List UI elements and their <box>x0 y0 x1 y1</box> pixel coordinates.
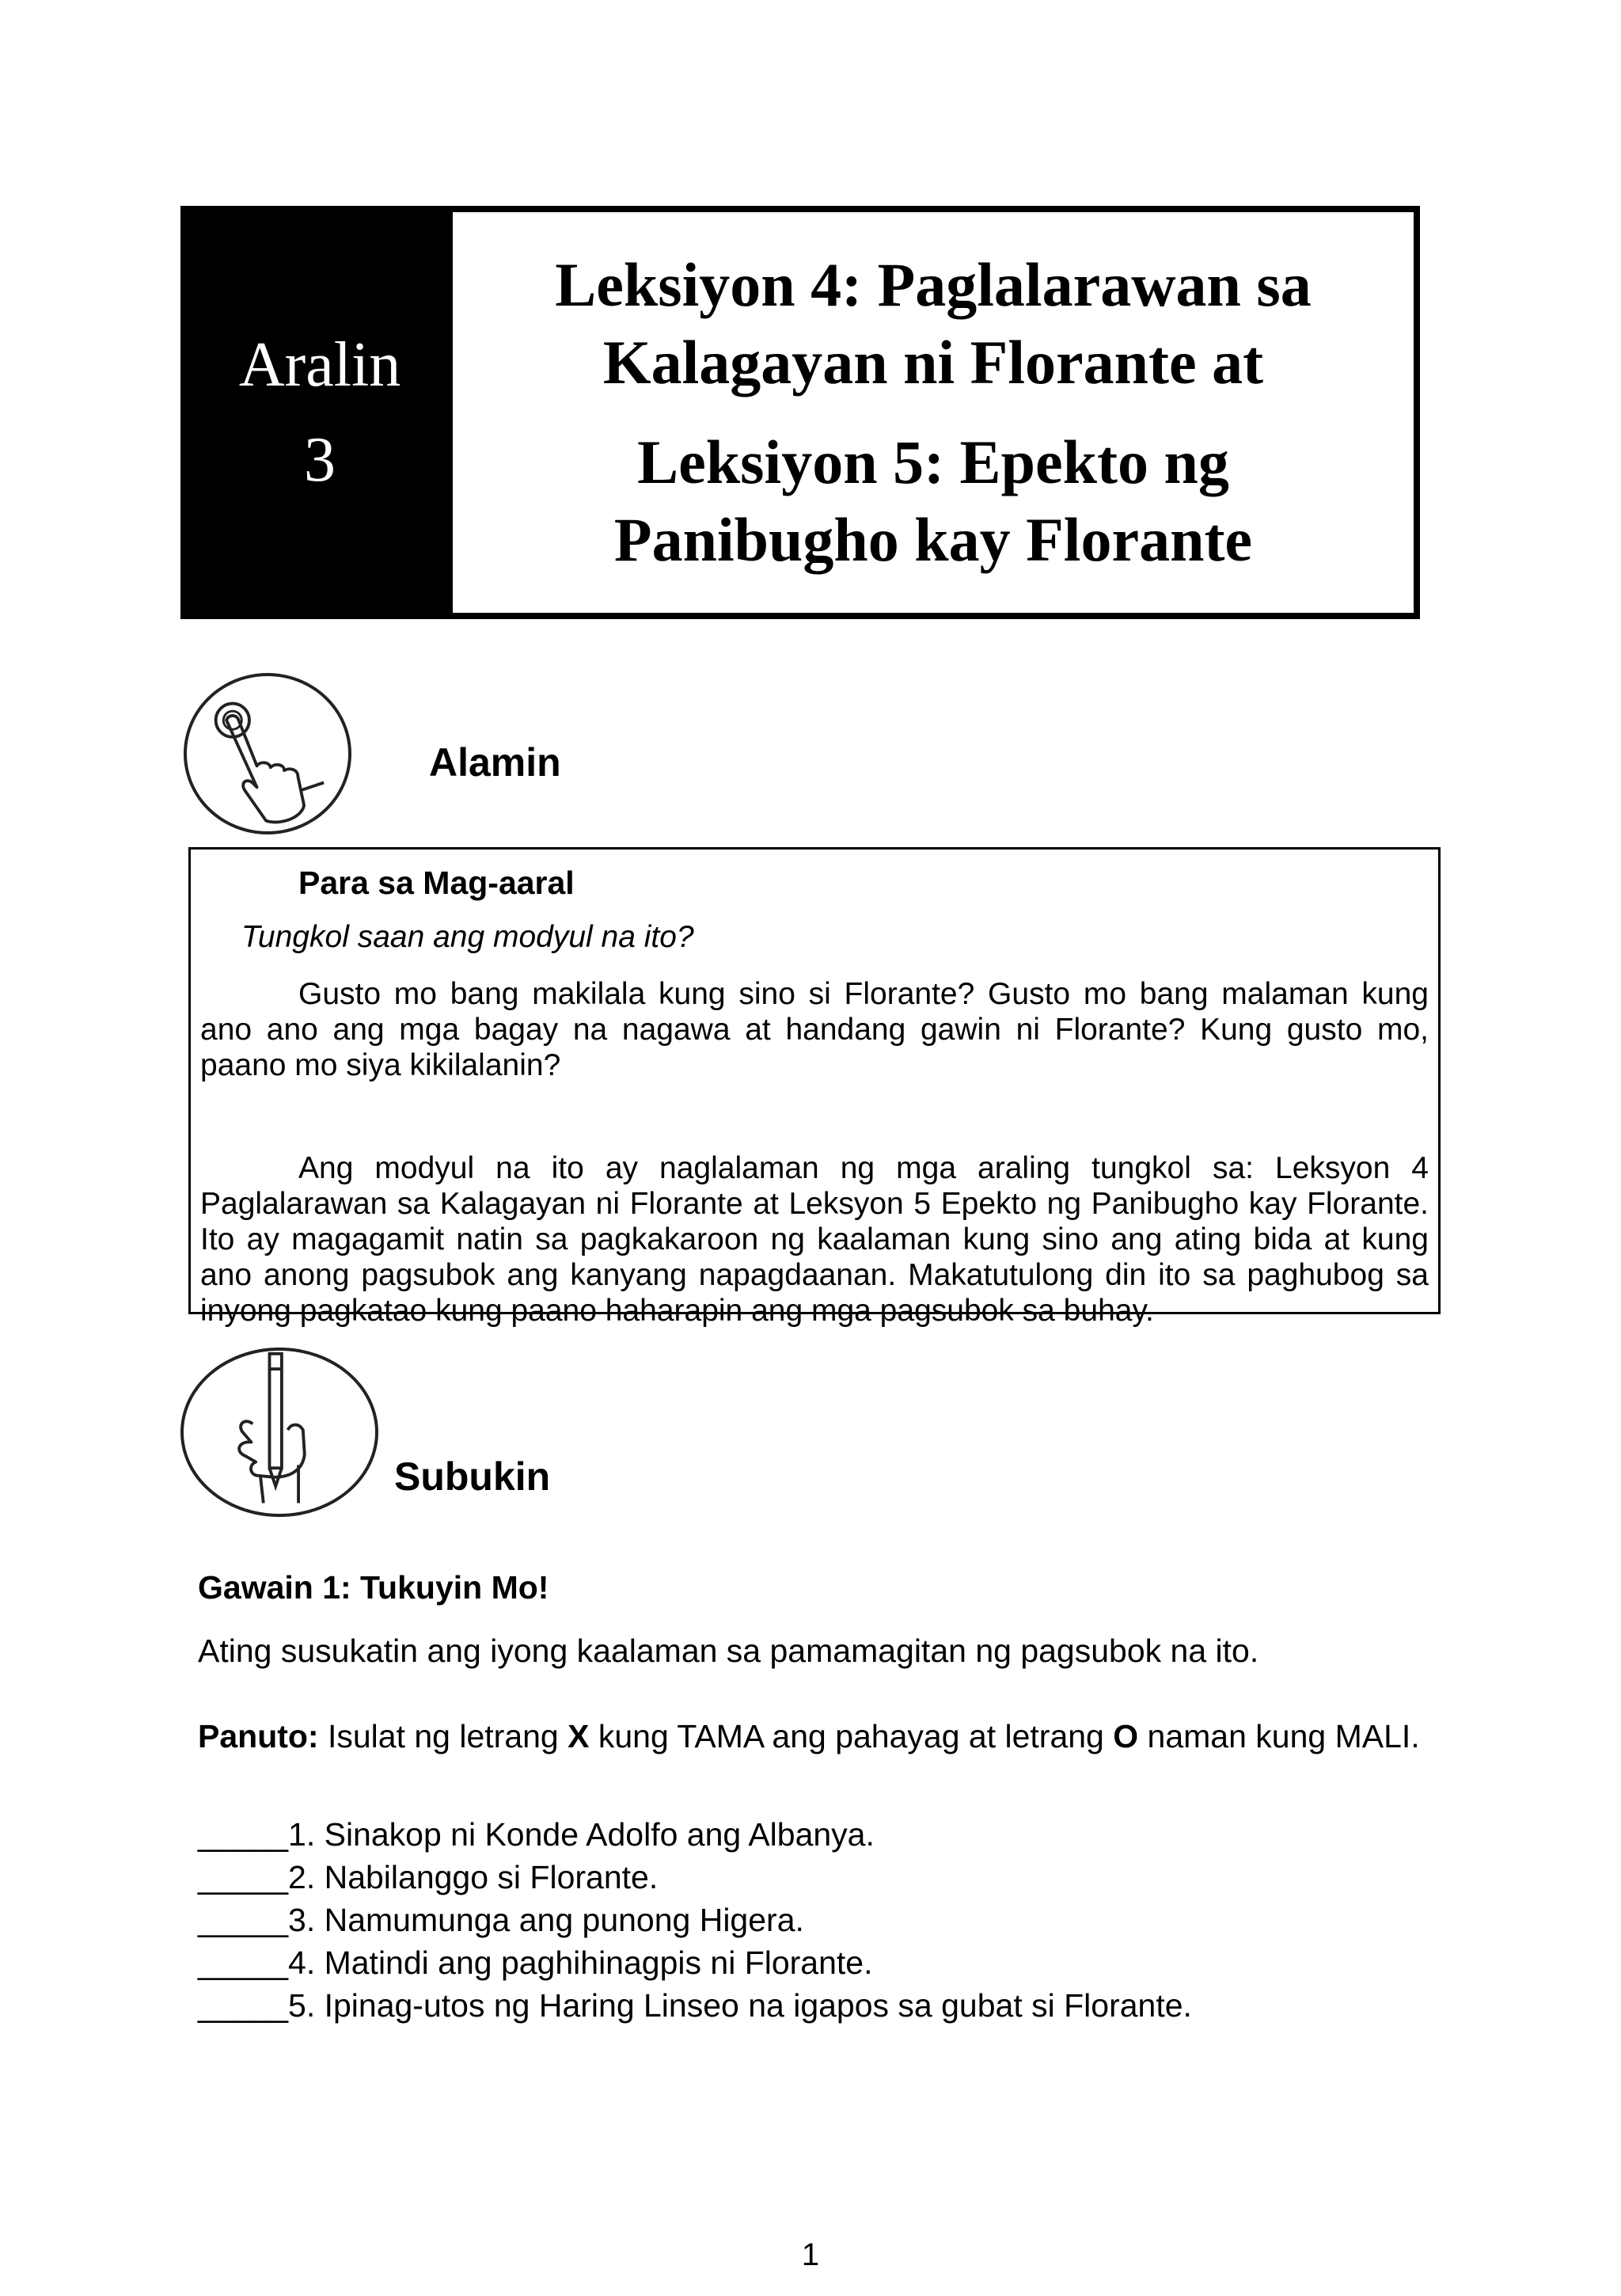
aralin-number: 3 <box>304 425 336 495</box>
lesson5-title-line1: Leksiyon 5: Epekto ng <box>637 428 1229 496</box>
aralin-box <box>187 212 453 613</box>
lesson5-title-line2: Panibugho kay Florante <box>613 505 1253 574</box>
quiz-item[interactable]: _____2. Nabilanggo si Florante. <box>198 1859 659 1895</box>
panuto-label: Panuto: <box>198 1718 319 1754</box>
quiz-item[interactable]: _____1. Sinakop ni Konde Adolfo ang Albanya. <box>198 1816 875 1853</box>
page-number: 1 <box>801 2237 820 2272</box>
quiz-items <box>198 1813 1192 2027</box>
panuto-text-3: naman kung MALI. <box>1138 1718 1420 1754</box>
pointing-hand-icon <box>184 673 351 834</box>
lesson4-title-line1: Leksiyon 4: Paglalarawan sa <box>555 250 1312 319</box>
quiz-item[interactable]: _____3. Namumunga ang punong Higera. <box>198 1902 804 1938</box>
panuto-letter-x: X <box>568 1718 590 1754</box>
lesson-header <box>180 206 1420 619</box>
hand-holding-pencil-icon <box>180 1348 378 1517</box>
alamin-paragraph-1: Gusto mo bang makilala kung sino si Florante? Gusto mo bang malaman kung ano ano ang mga bagay na nagawa at handang gawin ni Florante? Kung gusto mo, paano mo siya kikilalanin? <box>200 977 1429 1082</box>
alamin-title: Alamin <box>429 740 561 785</box>
alamin-paragraph-2: Ang modyul na ito ay naglalaman ng mga araling tungkol sa: Leksyon 4 Paglalarawan sa Kalagayan ni Florante at Leksyon 5 Epekto ng Panibugho kay Florante. Ito ay magagamit natin sa pagkakaroon ng kaalaman kung sino ang ating bida at kung ano anong pagsubok ang kanyang napagdaanan. Makatutulong din ito sa paghubog sa inyong pagkatao kung paano haharapin ang mga pagsubok sa buhay. <box>200 1151 1429 1328</box>
panuto-instructions <box>198 1715 1436 1758</box>
panuto-text-2: kung TAMA ang pahayag at letrang <box>589 1718 1114 1754</box>
gawain-title: Gawain 1: Tukuyin Mo! <box>198 1569 549 1606</box>
alamin-box <box>188 847 1441 1328</box>
subukin-title: Subukin <box>394 1454 551 1499</box>
gawain-intro: Ating susukatin ang iyong kaalaman sa pamamagitan ng pagsubok na ito. <box>198 1633 1259 1669</box>
alamin-question: Tungkol saan ang modyul na ito? <box>241 920 694 954</box>
aralin-label: Aralin <box>238 330 401 400</box>
quiz-item[interactable]: _____4. Matindi ang paghihinagpis ni Florante. <box>198 1944 873 1981</box>
lesson4-title-line2: Kalagayan ni Florante at <box>602 328 1264 397</box>
alamin-subtitle: Para sa Mag-aaral <box>298 865 575 901</box>
lesson-titles <box>453 212 1414 613</box>
panuto-text-1: Isulat ng letrang <box>318 1718 568 1754</box>
panuto-letter-o: O <box>1113 1718 1139 1754</box>
quiz-item[interactable]: _____5. Ipinag-utos ng Haring Linseo na igapos sa gubat si Florante. <box>198 1987 1192 2024</box>
